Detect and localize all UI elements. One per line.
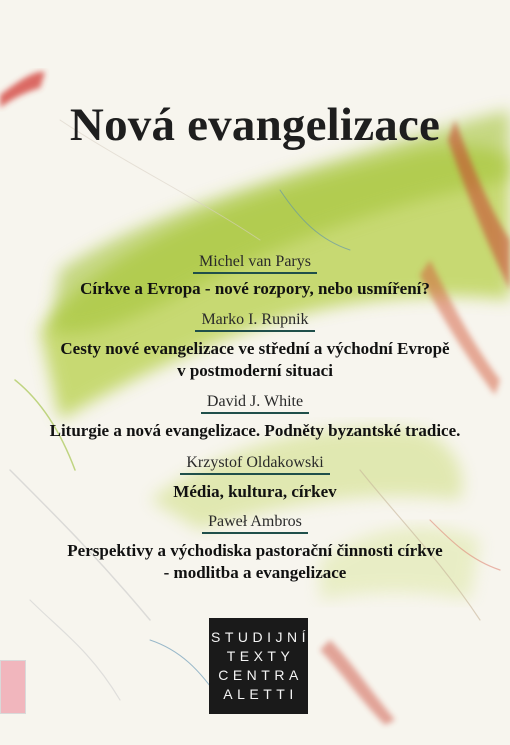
article-title: Média, kultura, církev — [173, 482, 337, 501]
author-name: Marko I. Rupnik — [0, 311, 510, 332]
author-name: Krzystof Oldakowski — [0, 454, 510, 475]
series-badge-line: TEXTY — [226, 648, 295, 664]
article-title: Církve a Evropa - nové rozpory, nebo usmíření? — [80, 279, 430, 298]
article-title: Perspektivy a východiska pastorační činnosti církve - modlitba a evangelizace — [67, 541, 443, 582]
article-title: Liturgie a nová evangelizace. Podněty byzantské tradice. — [49, 421, 461, 440]
series-badge-line: CENTRA — [218, 667, 303, 683]
cover-title: Nová evangelizace — [69, 99, 441, 151]
series-badge — [209, 618, 308, 714]
author-name: Michel van Parys — [0, 253, 510, 274]
article-title: Cesty nové evangelizace ve střední a východní Evropě v postmoderní situaci — [60, 339, 450, 380]
series-badge-line: ALETTI — [223, 686, 298, 702]
library-label-sticker — [0, 660, 26, 714]
author-name: David J. White — [0, 393, 510, 414]
series-badge-line: STUDIJNÍ — [211, 629, 310, 645]
author-name: Paweł Ambros — [0, 513, 510, 534]
